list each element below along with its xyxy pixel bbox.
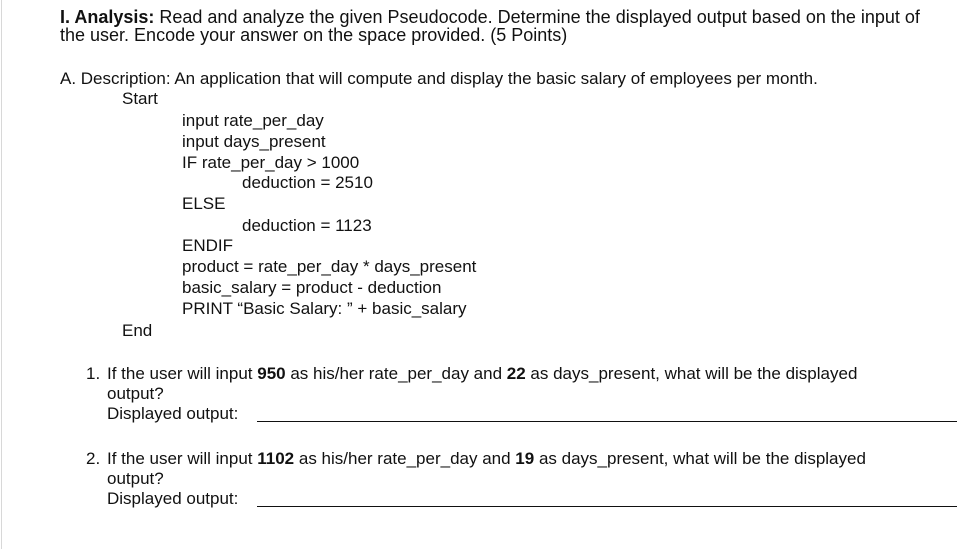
instruction-text-1: Read and analyze the given Pseudocode. Determine the displayed output based on the input of [159,7,920,27]
question-1-text-b: as his/her rate_per_day and [285,364,507,383]
question-2-answer-label: Displayed output: [107,489,239,508]
question-2-number: 2. [86,449,101,468]
question-2-rate: 1102 [257,449,295,468]
code-line-1: input rate_per_day [182,111,324,130]
question-2-text [107,449,969,469]
question-1-number: 1. [86,364,101,383]
code-line-7: ENDIF [182,236,233,255]
question-1-text-d: output? [107,384,164,403]
question-1-rate: 950 [257,364,286,383]
problem-description: A. Description: An application that will compute and display the basic salary of employees per month. [60,69,818,88]
question-2-text-c: as days_present, what will be the displayed [534,449,866,468]
question-1-answer-label: Displayed output: [107,404,239,423]
question-1-answer-line[interactable] [257,421,957,422]
code-line-9: basic_salary = product - deduction [182,278,442,297]
question-1-days: 22 [506,364,526,383]
question-1-text [107,364,969,384]
code-line-3: IF rate_per_day > 1000 [182,153,360,172]
section-label: I. Analysis: [60,7,155,27]
question-2-answer-line[interactable] [257,506,957,507]
code-line-5: ELSE [182,194,226,213]
code-line-2: input days_present [182,132,326,151]
pseudocode-start: Start [122,89,158,108]
code-line-8: product = rate_per_day * days_present [182,257,477,276]
code-line-4: deduction = 2510 [242,173,373,192]
question-2-text-b: as his/her rate_per_day and [294,449,516,468]
question-2-text-a: If the user will input [107,449,258,468]
code-line-6: deduction = 1123 [242,216,372,235]
question-2-days: 19 [515,449,535,468]
instruction-line-1 [60,7,920,27]
instruction-line-2: the user. Encode your answer on the space provided. (5 Points) [60,25,568,45]
page-edge-divider [1,0,2,549]
question-1-text-a: If the user will input [107,364,258,383]
question-2-text-d: output? [107,469,164,488]
question-1-text-c: as days_present, what will be the displayed [525,364,858,383]
pseudocode-end: End [122,321,153,340]
code-line-10: PRINT “Basic Salary: ” + basic_salary [182,299,467,318]
